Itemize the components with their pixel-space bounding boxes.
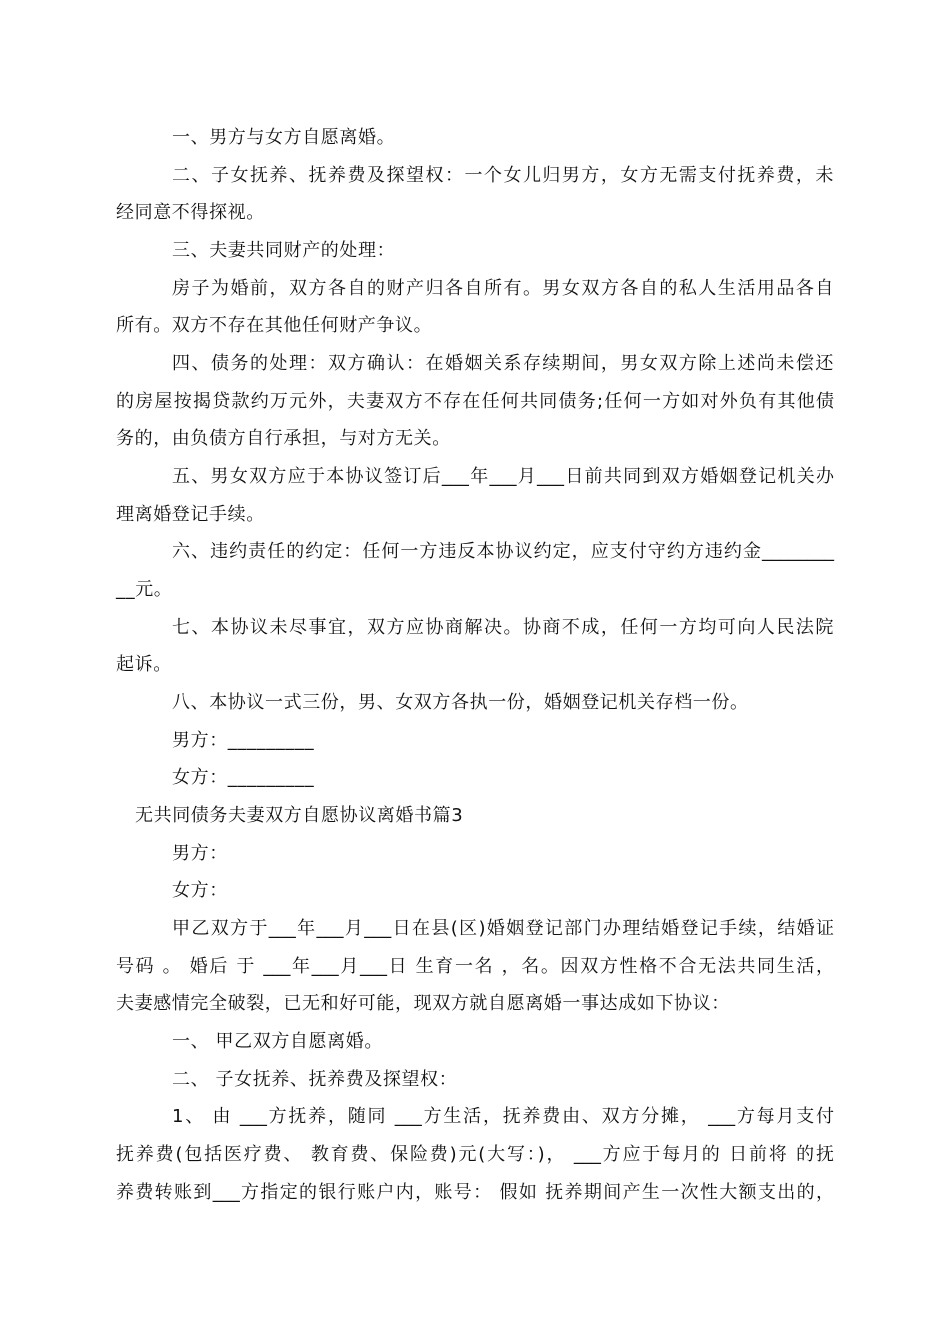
text-line: 务的，由负债方自行承担，与对方无关。 [116,428,451,449]
signature-line-female: 女方：_________ [172,767,315,788]
text-line: __元。 [116,579,173,600]
text-line: 经同意不得探视。 [116,202,265,223]
party-female-label: 女方： [172,880,228,901]
party-male-label: 男方： [172,843,228,864]
text-line: 房子为婚前，双方各自的财产归各自所有。男女双方各自的私人生活用品各自 [172,278,834,299]
text-line: 二、子女抚养、抚养费及探望权：一个女儿归男方，女方无需支付抚养费，未 [172,165,834,186]
text-line: 号码 。 婚后 于 ___年___月___日 生育一名 ，名。因双方性格不合无法共同生活， [116,956,834,977]
text-line: 四、债务的处理：双方确认：在婚姻关系存续期间，男女双方除上述尚未偿还 [172,353,834,374]
text-line: 七、本协议未尽事宜，双方应协商解决。协商不成，任何一方均可向人民法院 [172,617,834,638]
text-line: 1、 由 ___方抚养，随同 ___方生活，抚养费由、双方分摊， ___方每月支付 [172,1106,834,1127]
text-line: 三、夫妻共同财产的处理： [172,240,396,261]
text-line: 起诉。 [116,654,172,675]
text-line: 五、男女双方应于本协议签订后___年___月___日前共同到双方婚姻登记机关办 [172,466,834,487]
text-line: 的房屋按揭贷款约万元外，夫妻双方不存在任何共同债务;任何一方如对外负有其他债 [116,391,834,412]
text-line: 二、 子女抚养、抚养费及探望权： [172,1069,458,1090]
text-line: 甲乙双方于___年___月___日在县(区)婚姻登记部门办理结婚登记手续，结婚证 [172,918,834,939]
text-line: 抚养费(包括医疗费、 教育费、保险费)元(大写：)， ___方应于每月的 日前将 的抚 [116,1144,834,1165]
section-title: 无共同债务夫妻双方自愿协议离婚书篇3 [135,805,464,826]
text-line: 所有。双方不存在其他任何财产争议。 [116,315,433,336]
text-line: 八、本协议一式三份，男、女双方各执一份，婚姻登记机关存档一份。 [172,692,749,713]
text-line: 养费转账到___方指定的银行账户内，账号： 假如 抚养期间产生一次性大额支出的， [116,1182,834,1203]
text-line: 夫妻感情完全破裂，已无和好可能，现双方就自愿离婚一事达成如下协议： [116,993,730,1014]
text-line: 六、违约责任的约定：任何一方违反本协议约定，应支付守约方违约金________ [172,541,834,562]
text-line: 理离婚登记手续。 [116,504,265,525]
text-line: 一、男方与女方自愿离婚。 [172,127,396,148]
signature-line-male: 男方：_________ [172,730,315,751]
text-line: 一、 甲乙双方自愿离婚。 [172,1031,383,1052]
